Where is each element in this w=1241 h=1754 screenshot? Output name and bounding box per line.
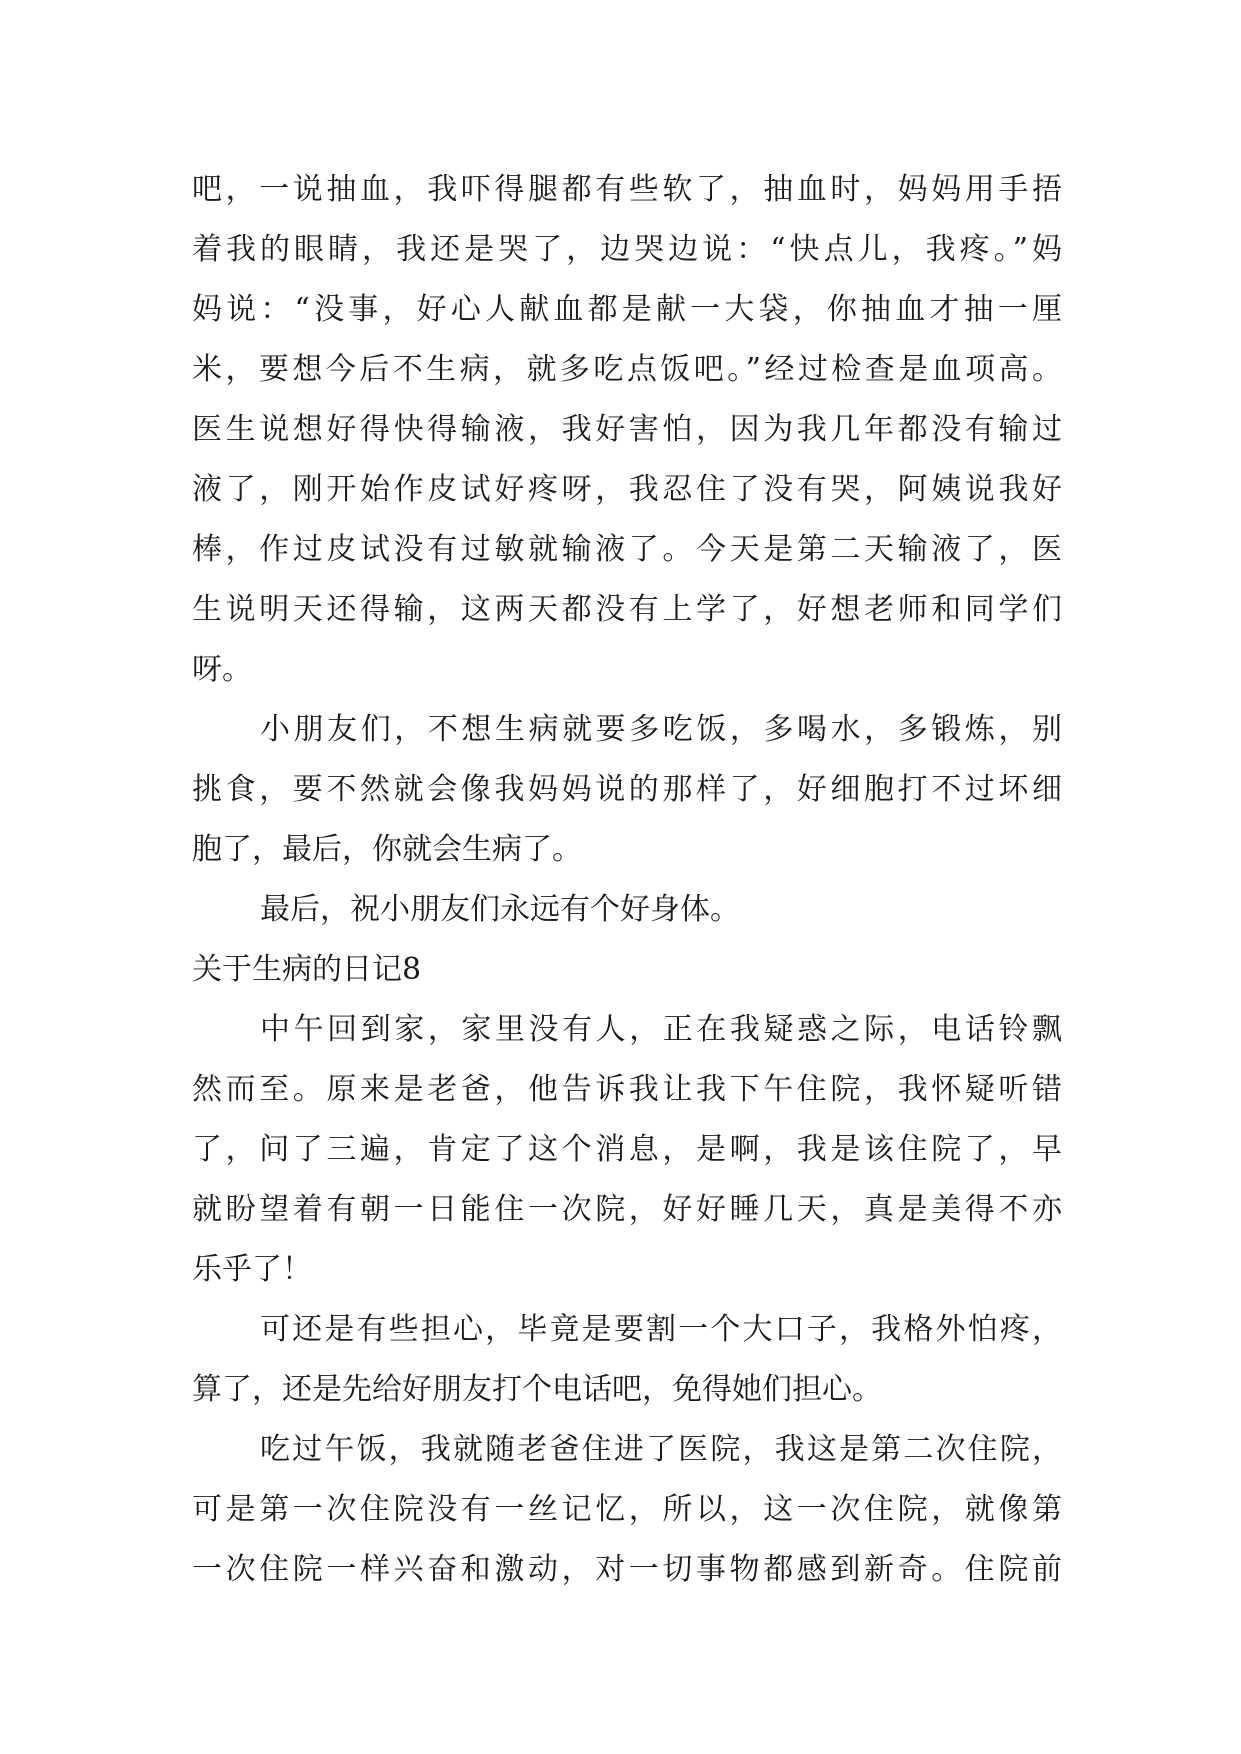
text-line: 了，问了三遍，肯定了这个消息，是啊，我是该住院了，早 [192,1132,1062,1167]
text-line: 液了，刚开始作皮试好疼呀，我忍住了没有哭，阿姨说我好 [192,472,1062,507]
text-line: 然而至。原来是老爸，他告诉我让我下午住院，我怀疑听错 [192,1072,1062,1107]
paragraph [192,1300,1062,1420]
text-line: 最后，祝小朋友们永远有个好身体。 [260,892,740,927]
text-line: 吃过午饭，我就随老爸住进了医院，我这是第二次住院， [260,1432,1062,1467]
text-line: 着我的眼睛，我还是哭了，边哭边说：“快点儿，我疼。”妈 [192,232,1062,267]
text-line: 米，要想今后不生病，就多吃点饭吧。”经过检查是血项高。 [192,352,1062,387]
text-line: 乐乎了！ [192,1252,312,1287]
text-line: 可还是有些担心，毕竟是要割一个大口子，我格外怕疼， [260,1312,1062,1347]
section-heading: 关于生病的日记8 [192,952,422,987]
text-line: 妈说：“没事，好心人献血都是献一大袋，你抽血才抽一厘 [192,292,1062,327]
paragraph [192,1420,1062,1600]
text-line: 吧，一说抽血，我吓得腿都有些软了，抽血时，妈妈用手捂 [192,172,1062,207]
text-line: 算了，还是先给好朋友打个电话吧，免得她们担心。 [192,1372,882,1407]
text-line: 呀。 [192,652,252,687]
document-body [192,160,1062,1600]
text-line: 小朋友们，不想生病就要多吃饭，多喝水，多锻炼，别 [260,712,1062,747]
text-line: 生说明天还得输，这两天都没有上学了，好想老师和同学们 [192,592,1062,627]
text-line: 就盼望着有朝一日能住一次院，好好睡几天，真是美得不亦 [192,1192,1062,1227]
paragraph [192,880,1062,940]
text-line: 挑食，要不然就会像我妈妈说的那样了，好细胞打不过坏细 [192,772,1062,807]
text-line: 医生说想好得快得输液，我好害怕，因为我几年都没有输过 [192,412,1062,447]
text-line: 棒，作过皮试没有过敏就输液了。今天是第二天输液了，医 [192,532,1062,567]
paragraph [192,160,1062,700]
text-line: 可是第一次住院没有一丝记忆，所以，这一次住院，就像第 [192,1492,1062,1527]
paragraph [192,1000,1062,1300]
text-line: 胞了，最后，你就会生病了。 [192,832,582,867]
paragraph [192,700,1062,880]
text-line: 一次住院一样兴奋和激动，对一切事物都感到新奇。住院前 [192,1552,1062,1587]
text-line: 中午回到家，家里没有人，正在我疑惑之际，电话铃飘 [260,1012,1062,1047]
